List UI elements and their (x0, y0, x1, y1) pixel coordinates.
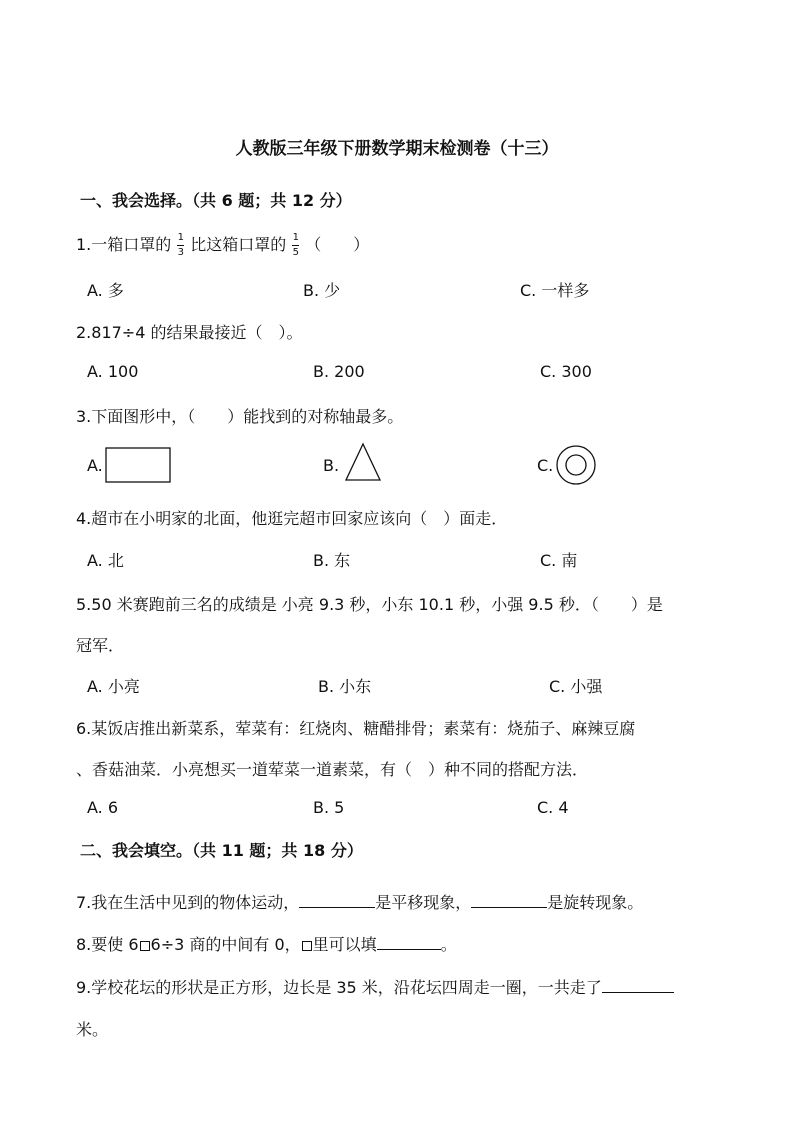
question-7-part-2: 是平移现象， (375, 893, 472, 912)
section-2-heading: 二、我会填空。（共 11 题；共 18 分） (80, 841, 363, 860)
question-1 (76, 232, 369, 258)
question-1-suffix: （ ） (305, 235, 370, 254)
fraction-numerator: 1 (292, 232, 299, 243)
answer-blank[interactable] (471, 893, 547, 908)
question-1-option-b[interactable]: B. 少 (303, 281, 341, 300)
fraction-numerator: 1 (177, 232, 184, 243)
empty-box-icon (302, 941, 312, 951)
fraction-one-fifth (292, 233, 299, 258)
fraction-denominator: 5 (292, 247, 299, 258)
question-2-option-b[interactable]: B. 200 (313, 362, 365, 381)
question-3: 3.下面图形中，（ ）能找到的对称轴最多。 (76, 407, 404, 426)
question-6-option-b[interactable]: B. 5 (313, 798, 345, 817)
question-9-line-2: 米。 (76, 1020, 109, 1039)
answer-blank[interactable] (299, 893, 375, 908)
concentric-circles-icon (555, 444, 597, 486)
answer-blank[interactable] (377, 935, 441, 950)
triangle-shape-icon (343, 442, 383, 482)
fraction-denominator: 3 (177, 247, 184, 258)
question-1-option-c[interactable]: C. 一样多 (520, 281, 590, 300)
question-9-line-1 (76, 975, 674, 998)
question-5-option-b[interactable]: B. 小东 (318, 677, 372, 696)
question-3-option-a[interactable]: A. (87, 456, 103, 475)
question-4-option-b[interactable]: B. 东 (313, 551, 351, 570)
answer-blank[interactable] (602, 978, 674, 993)
question-4-option-a[interactable]: A. 北 (87, 551, 124, 570)
question-1-middle: 比这箱口罩的 (190, 235, 287, 254)
question-2-option-a[interactable]: A. 100 (87, 362, 139, 381)
empty-box-icon (140, 941, 150, 951)
question-2-option-c[interactable]: C. 300 (540, 362, 592, 381)
question-9-text: 9.学校花坛的形状是正方形，边长是 35 米，沿花坛四周走一圈，一共走了 (76, 978, 602, 997)
question-5-line-1: 5.50 米赛跑前三名的成绩是 小亮 9.3 秒，小东 10.1 秒，小强 9.5 秒．（ ）是 (76, 595, 663, 614)
question-8 (76, 932, 457, 955)
rectangle-shape-icon (104, 446, 174, 484)
question-7-part-3: 是旋转现象。 (547, 893, 644, 912)
question-7-part-1: 7.我在生活中见到的物体运动， (76, 893, 300, 912)
question-2: 2.817÷4 的结果最接近（ ）。 (76, 323, 303, 342)
question-3-option-c[interactable]: C. (537, 456, 554, 475)
question-8-part-3: 里可以填 (312, 935, 377, 954)
fraction-one-third (177, 233, 184, 258)
question-4-option-c[interactable]: C. 南 (540, 551, 578, 570)
question-5-option-c[interactable]: C. 小强 (549, 677, 603, 696)
question-1-option-a[interactable]: A. 多 (87, 281, 124, 300)
question-6-option-a[interactable]: A. 6 (87, 798, 119, 817)
question-4: 4.超市在小明家的北面，他逛完超市回家应该向（ ）面走． (76, 509, 508, 528)
page-title: 人教版三年级下册数学期末检测卷（十三） (235, 139, 559, 159)
question-1-prefix: 1.一箱口罩的 (76, 235, 172, 254)
question-7 (76, 890, 643, 913)
question-8-part-1: 8.要使 6 (76, 935, 139, 954)
question-6-option-c[interactable]: C. 4 (537, 798, 569, 817)
question-8-part-4: 。 (440, 935, 457, 954)
section-1-heading: 一、我会选择。（共 6 题；共 12 分） (80, 191, 352, 210)
question-8-part-2: 6÷3 商的中间有 0， (150, 935, 301, 954)
question-6-line-1: 6.某饭店推出新菜系，荤菜有：红烧肉、糖醋排骨；素菜有：烧茄子、麻辣豆腐 (76, 719, 636, 738)
question-5-line-2: 冠军． (76, 636, 125, 655)
question-5-option-a[interactable]: A. 小亮 (87, 677, 140, 696)
question-3-option-b[interactable]: B. (323, 456, 340, 475)
question-6-line-2: 、香菇油菜．小亮想买一道荤菜一道素菜，有（ ）种不同的搭配方法． (76, 760, 589, 779)
